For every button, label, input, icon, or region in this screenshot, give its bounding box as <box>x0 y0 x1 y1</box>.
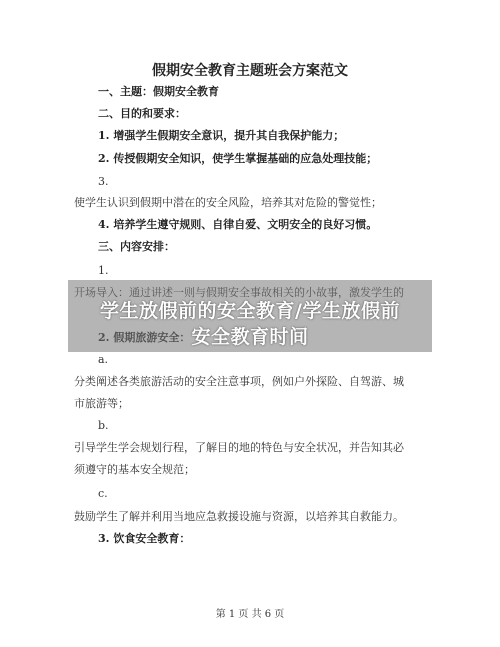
content-item-3-heading: 3. 饮食安全教育： <box>98 532 191 545</box>
sub-item-b-label: b. <box>98 419 109 432</box>
sub-item-c-text: 鼓励学生了解并利用当地应急救援设施与资源，以培养其自救能力。 <box>74 510 404 523</box>
sub-item-a-text-1: 分类阐述各类旅游活动的安全注意事项，例如户外探险、自驾游、城 <box>74 375 404 388</box>
goal-item-1: 1. 增强学生假期安全意识，提升其自我保护能力； <box>98 129 345 142</box>
goal-item-3-text: 使学生认识到假期中潜在的安全风险，培养其对危险的警觉性； <box>74 196 382 209</box>
sub-item-b-text-2: 须遵守的基本安全规范； <box>74 463 195 476</box>
document-title: 假期安全教育主题班会方案范文 <box>152 63 348 79</box>
overlay-title-line-1: 学生放假前的安全教育/学生放假前 <box>100 300 400 322</box>
section-heading-theme: 一、主题：假期安全教育 <box>98 85 219 98</box>
goal-item-2: 2. 传授假期安全知识，使学生掌握基础的应急处理技能； <box>98 152 378 165</box>
sub-item-c-label: c. <box>98 487 108 500</box>
goal-item-3-number: 3. <box>98 175 109 188</box>
goal-item-4: 4. 培养学生遵守规则、自律自爱、文明安全的良好习惯。 <box>98 218 378 231</box>
sub-item-a-text-2: 市旅游等； <box>74 397 129 410</box>
content-item-1-number: 1. <box>98 264 109 277</box>
overlay-title-line-2: 安全教育时间 <box>191 326 309 348</box>
section-heading-goals: 二、目的和要求： <box>98 107 186 120</box>
page-footer: 第 1 页 共 6 页 <box>215 609 285 620</box>
sub-item-a-label: a. <box>98 353 109 366</box>
section-heading-content: 三、内容安排： <box>98 240 175 253</box>
sub-item-b-text-1: 引导学生学会规划行程，了解目的地的特色与安全状况，并告知其必 <box>74 441 404 454</box>
